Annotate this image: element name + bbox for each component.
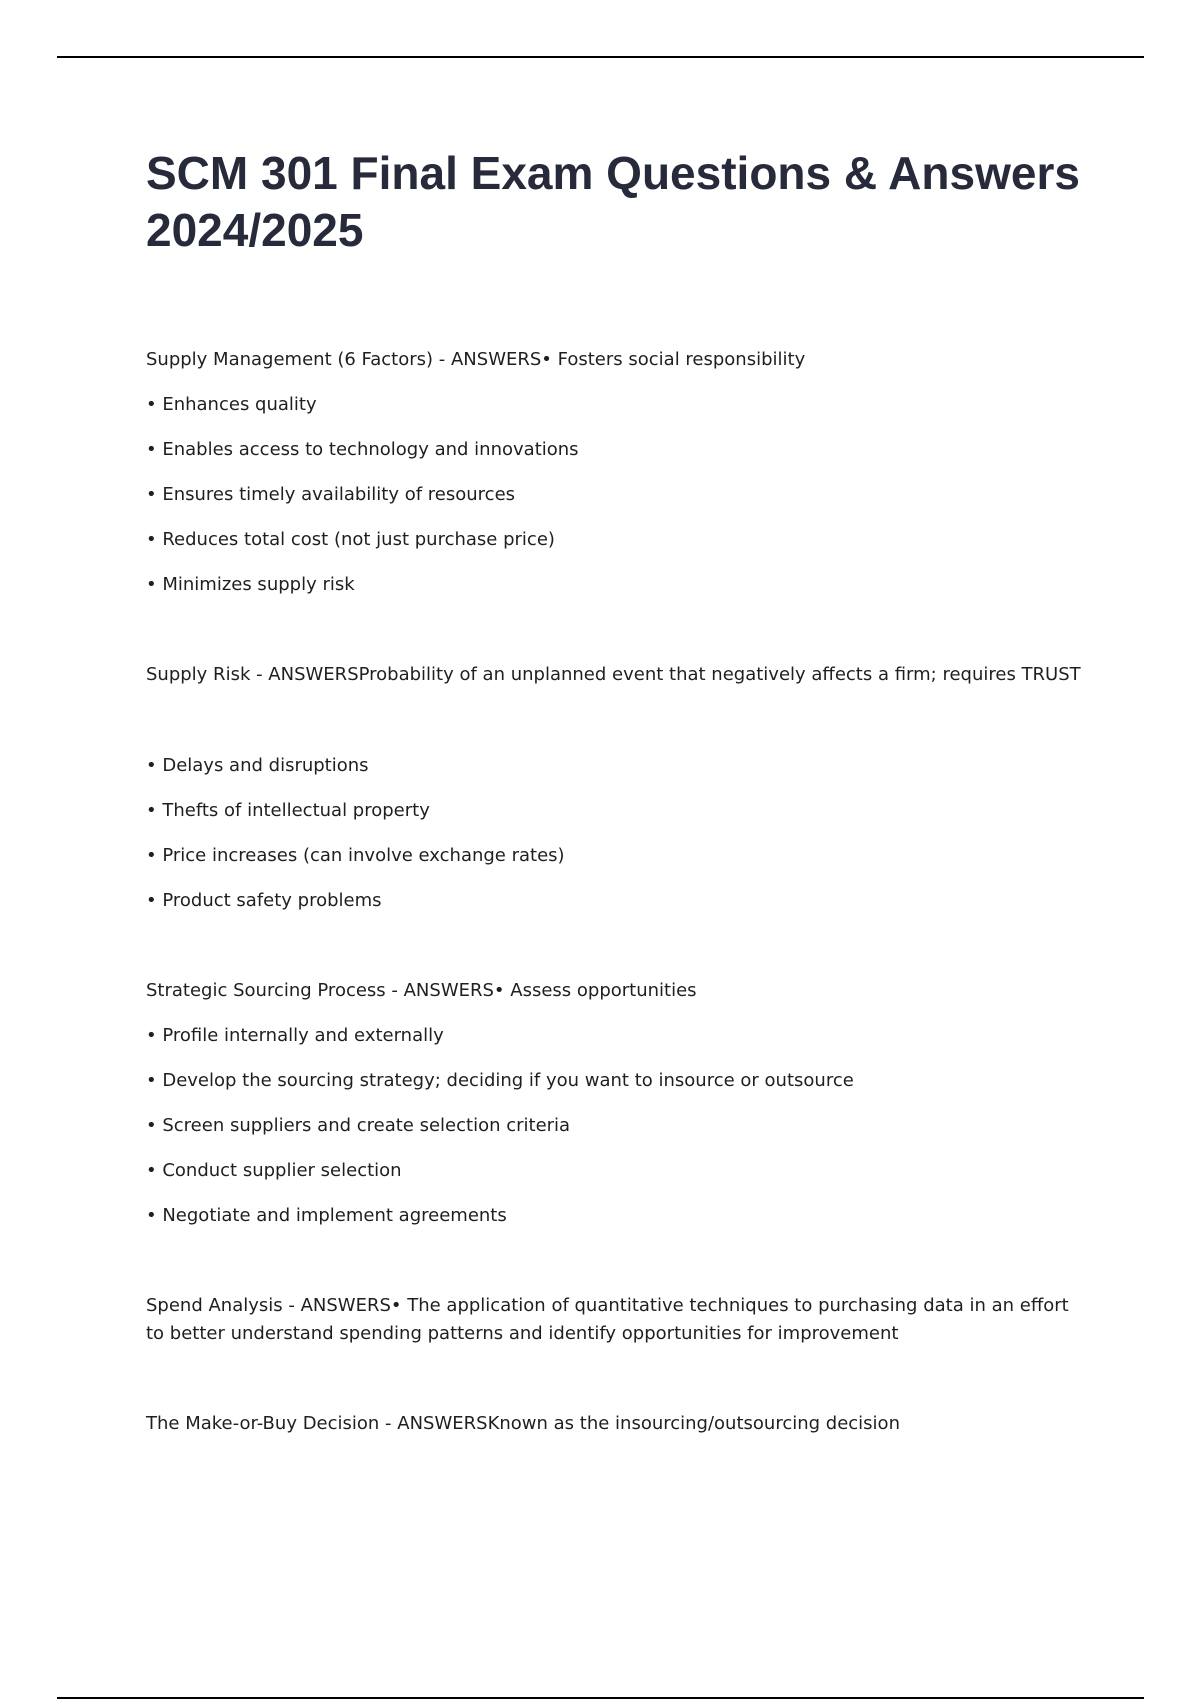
bullet-item: • Develop the sourcing strategy; deciding if you want to insource or outsource <box>146 1070 854 1091</box>
bottom-rule <box>57 1697 1144 1699</box>
bullet-item: • Profile internally and externally <box>146 1025 444 1046</box>
document-body <box>146 346 1086 1438</box>
section-heading: Spend Analysis - ANSWERS• The application of quantitative techniques to purchasing data in an effort to better understand spending patterns and identify opportunities for improvement <box>146 1295 1069 1344</box>
bullet-item: • Ensures timely availability of resources <box>146 484 516 505</box>
bullet-item: • Product safety problems <box>146 890 382 911</box>
section-heading: Supply Risk - ANSWERSProbability of an unplanned event that negatively affects a firm; requires TRUST <box>146 664 1081 685</box>
section-heading: Strategic Sourcing Process - ANSWERS• Assess opportunities <box>146 980 697 1001</box>
bullet-item: • Thefts of intellectual property <box>146 800 430 821</box>
bullet-item: • Price increases (can involve exchange rates) <box>146 845 565 866</box>
bullet-item: • Reduces total cost (not just purchase price) <box>146 529 555 550</box>
bullet-item: • Conduct supplier selection <box>146 1160 402 1181</box>
section-supply-risk <box>146 661 1086 915</box>
bullet-item: • Enhances quality <box>146 394 317 415</box>
section-strategic-sourcing <box>146 977 1086 1230</box>
section-supply-management <box>146 346 1086 599</box>
section-heading: Supply Management (6 Factors) - ANSWERS• Fosters social responsibility <box>146 349 806 370</box>
section-make-or-buy <box>146 1410 1086 1438</box>
document-title: SCM 301 Final Exam Questions & Answers 2024/2025 <box>146 147 1080 256</box>
bullet-item: • Delays and disruptions <box>146 755 369 776</box>
bullet-item: • Negotiate and implement agreements <box>146 1205 507 1226</box>
section-heading: The Make-or-Buy Decision - ANSWERSKnown as the insourcing/outsourcing decision <box>146 1413 900 1434</box>
top-rule <box>57 56 1144 58</box>
bullet-item: • Screen suppliers and create selection criteria <box>146 1115 571 1136</box>
bullet-item: • Minimizes supply risk <box>146 574 355 595</box>
section-spend-analysis <box>146 1292 1086 1348</box>
bullet-item: • Enables access to technology and innovations <box>146 439 579 460</box>
